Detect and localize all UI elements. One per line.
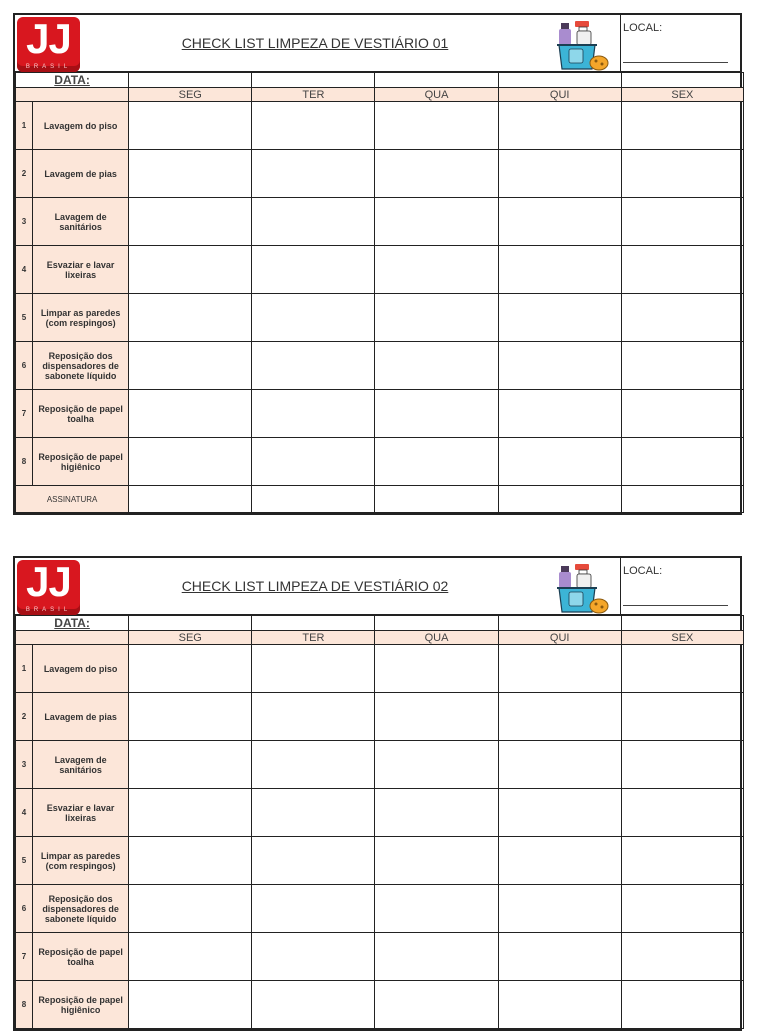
check-cell[interactable]: [252, 150, 375, 198]
check-cell[interactable]: [621, 933, 743, 981]
check-cell[interactable]: [621, 102, 743, 150]
task-row: [16, 693, 744, 741]
task-row: [16, 390, 744, 438]
check-cell[interactable]: [498, 981, 621, 1029]
task-name: Esvaziar e lavar lixeiras: [33, 789, 129, 837]
check-cell[interactable]: [621, 789, 743, 837]
local-input-line[interactable]: [623, 62, 728, 63]
weekday-header-row: [16, 631, 744, 645]
check-cell[interactable]: [252, 693, 375, 741]
check-cell[interactable]: [252, 645, 375, 693]
date-cell[interactable]: [498, 73, 621, 88]
check-cell[interactable]: [621, 693, 743, 741]
task-number: 8: [16, 438, 33, 486]
check-cell[interactable]: [621, 438, 743, 486]
check-cell[interactable]: [252, 390, 375, 438]
task-name: Lavagem de sanitários: [33, 198, 129, 246]
check-cell[interactable]: [621, 981, 743, 1029]
date-cell[interactable]: [375, 73, 498, 88]
check-cell[interactable]: [621, 198, 743, 246]
task-number: 4: [16, 789, 33, 837]
check-cell[interactable]: [375, 693, 498, 741]
task-number: 2: [16, 693, 33, 741]
task-number: 6: [16, 885, 33, 933]
signature-label: ASSINATURA: [16, 486, 129, 513]
check-cell[interactable]: [129, 294, 252, 342]
task-name: Limpar as paredes (com respingos): [33, 837, 129, 885]
jj-brasil-logo: [17, 17, 80, 72]
task-row: [16, 342, 744, 390]
task-number: 1: [16, 645, 33, 693]
task-row: [16, 198, 744, 246]
check-cell[interactable]: [498, 837, 621, 885]
check-cell[interactable]: [375, 246, 498, 294]
check-cell[interactable]: [498, 246, 621, 294]
check-cell[interactable]: [375, 885, 498, 933]
check-cell[interactable]: [498, 645, 621, 693]
task-number: 3: [16, 741, 33, 789]
task-row: [16, 150, 744, 198]
check-cell[interactable]: [252, 789, 375, 837]
check-cell[interactable]: [252, 102, 375, 150]
task-name: Reposição de papel toalha: [33, 390, 129, 438]
check-cell[interactable]: [375, 150, 498, 198]
task-row: [16, 933, 744, 981]
date-label: DATA:: [16, 616, 129, 631]
signature-cell[interactable]: [375, 486, 498, 513]
weekday-header: SEG: [129, 88, 252, 102]
task-row: [16, 438, 744, 486]
sheet-header: [13, 13, 742, 72]
check-cell[interactable]: [375, 294, 498, 342]
check-cell[interactable]: [621, 246, 743, 294]
task-number: 7: [16, 933, 33, 981]
task-row: [16, 981, 744, 1029]
signature-cell[interactable]: [621, 486, 743, 513]
logo-subtext: BRASIL: [25, 64, 72, 70]
signature-cell[interactable]: [129, 486, 252, 513]
check-cell[interactable]: [621, 885, 743, 933]
task-name: Limpar as paredes (com respingos): [33, 294, 129, 342]
check-cell[interactable]: [129, 150, 252, 198]
task-number: 7: [16, 390, 33, 438]
task-name: Reposição de papel higiênico: [33, 438, 129, 486]
check-cell[interactable]: [129, 438, 252, 486]
task-number: 3: [16, 198, 33, 246]
check-cell[interactable]: [498, 741, 621, 789]
check-cell[interactable]: [129, 981, 252, 1029]
task-name: Reposição de papel higiênico: [33, 981, 129, 1029]
sheet-title: CHECK LIST LIMPEZA DE VESTIÁRIO 01: [181, 35, 449, 51]
check-cell[interactable]: [375, 102, 498, 150]
cleaning-supplies-icon: [555, 19, 609, 71]
check-cell[interactable]: [252, 933, 375, 981]
check-cell[interactable]: [498, 102, 621, 150]
check-cell[interactable]: [129, 198, 252, 246]
task-name: Lavagem do piso: [33, 102, 129, 150]
check-cell[interactable]: [498, 438, 621, 486]
signature-cell[interactable]: [252, 486, 375, 513]
local-field: [620, 558, 743, 614]
task-row: [16, 837, 744, 885]
check-cell[interactable]: [498, 885, 621, 933]
jj-brasil-logo: [17, 560, 80, 615]
task-row: [16, 294, 744, 342]
check-cell[interactable]: [621, 837, 743, 885]
weekday-header: SEG: [129, 631, 252, 645]
date-row: [16, 616, 744, 631]
check-cell[interactable]: [621, 390, 743, 438]
date-row: [16, 73, 744, 88]
checklist-table: [15, 615, 744, 1029]
check-cell[interactable]: [129, 789, 252, 837]
logo-subtext: BRASIL: [25, 607, 72, 613]
check-cell[interactable]: [621, 150, 743, 198]
date-cell[interactable]: [252, 616, 375, 631]
check-cell[interactable]: [621, 645, 743, 693]
date-cell[interactable]: [129, 73, 252, 88]
local-label: LOCAL:: [623, 565, 663, 577]
task-rows: [16, 102, 744, 486]
checklist-table: [15, 72, 744, 513]
date-cell[interactable]: [621, 73, 743, 88]
check-cell[interactable]: [252, 438, 375, 486]
check-cell[interactable]: [375, 198, 498, 246]
task-row: [16, 789, 744, 837]
check-cell[interactable]: [129, 837, 252, 885]
check-cell[interactable]: [252, 981, 375, 1029]
check-cell[interactable]: [252, 837, 375, 885]
check-cell[interactable]: [129, 390, 252, 438]
task-number: 6: [16, 342, 33, 390]
check-cell[interactable]: [621, 741, 743, 789]
weekday-corner: [16, 631, 129, 645]
check-cell[interactable]: [129, 102, 252, 150]
task-row: [16, 102, 744, 150]
task-rows: [16, 645, 744, 1029]
local-field: [620, 15, 743, 71]
check-cell[interactable]: [375, 741, 498, 789]
task-row: [16, 246, 744, 294]
task-number: 5: [16, 837, 33, 885]
date-cell[interactable]: [129, 616, 252, 631]
local-input-line[interactable]: [623, 605, 728, 606]
check-cell[interactable]: [129, 885, 252, 933]
weekday-header: QUA: [375, 88, 498, 102]
check-cell[interactable]: [375, 789, 498, 837]
task-number: 2: [16, 150, 33, 198]
date-label: DATA:: [16, 73, 129, 88]
sheet-header: [13, 556, 742, 615]
weekday-header-row: [16, 88, 744, 102]
task-number: 8: [16, 981, 33, 1029]
weekday-header: TER: [252, 88, 375, 102]
check-cell[interactable]: [252, 885, 375, 933]
checklist-sheet-2: [13, 556, 742, 1031]
check-cell[interactable]: [498, 933, 621, 981]
task-row: [16, 645, 744, 693]
task-name: Reposição dos dispensadores de sabonete líquido: [33, 342, 129, 390]
check-cell[interactable]: [498, 693, 621, 741]
check-cell[interactable]: [252, 741, 375, 789]
check-cell[interactable]: [375, 390, 498, 438]
weekday-header: QUA: [375, 631, 498, 645]
date-cell[interactable]: [621, 616, 743, 631]
check-cell[interactable]: [129, 693, 252, 741]
weekday-header: QUI: [498, 88, 621, 102]
check-cell[interactable]: [498, 390, 621, 438]
check-cell[interactable]: [621, 294, 743, 342]
task-name: Reposição dos dispensadores de sabonete líquido: [33, 885, 129, 933]
task-name: Lavagem de pias: [33, 693, 129, 741]
check-cell[interactable]: [375, 981, 498, 1029]
check-cell[interactable]: [498, 294, 621, 342]
checklist-sheet-1: [13, 13, 742, 515]
logo-letters: JJ: [26, 15, 71, 62]
task-name: Esvaziar e lavar lixeiras: [33, 246, 129, 294]
signature-cell[interactable]: [498, 486, 621, 513]
task-name: Lavagem de pias: [33, 150, 129, 198]
task-row: [16, 885, 744, 933]
check-cell[interactable]: [375, 645, 498, 693]
date-cell[interactable]: [498, 616, 621, 631]
check-cell[interactable]: [498, 150, 621, 198]
date-cell[interactable]: [252, 73, 375, 88]
weekday-header: QUI: [498, 631, 621, 645]
weekday-header: SEX: [621, 88, 743, 102]
task-name: Lavagem de sanitários: [33, 741, 129, 789]
check-cell[interactable]: [129, 741, 252, 789]
check-cell[interactable]: [129, 933, 252, 981]
cleaning-supplies-icon: [555, 562, 609, 614]
signature-row: [16, 486, 744, 513]
check-cell[interactable]: [252, 246, 375, 294]
check-cell[interactable]: [375, 438, 498, 486]
task-name: Reposição de papel toalha: [33, 933, 129, 981]
check-cell[interactable]: [252, 294, 375, 342]
local-label: LOCAL:: [623, 22, 663, 34]
check-cell[interactable]: [129, 246, 252, 294]
check-cell[interactable]: [129, 342, 252, 390]
task-number: 4: [16, 246, 33, 294]
check-cell[interactable]: [129, 645, 252, 693]
check-cell[interactable]: [252, 342, 375, 390]
task-number: 1: [16, 102, 33, 150]
check-cell[interactable]: [375, 342, 498, 390]
check-cell[interactable]: [498, 198, 621, 246]
sheet-title: CHECK LIST LIMPEZA DE VESTIÁRIO 02: [181, 578, 449, 594]
date-cell[interactable]: [375, 616, 498, 631]
check-cell[interactable]: [498, 789, 621, 837]
weekday-corner: [16, 88, 129, 102]
weekday-header: SEX: [621, 631, 743, 645]
task-name: Lavagem do piso: [33, 645, 129, 693]
check-cell[interactable]: [498, 342, 621, 390]
check-cell[interactable]: [252, 198, 375, 246]
check-cell[interactable]: [375, 837, 498, 885]
logo-letters: JJ: [26, 558, 71, 605]
check-cell[interactable]: [621, 342, 743, 390]
task-number: 5: [16, 294, 33, 342]
check-cell[interactable]: [375, 933, 498, 981]
weekday-header: TER: [252, 631, 375, 645]
task-row: [16, 741, 744, 789]
